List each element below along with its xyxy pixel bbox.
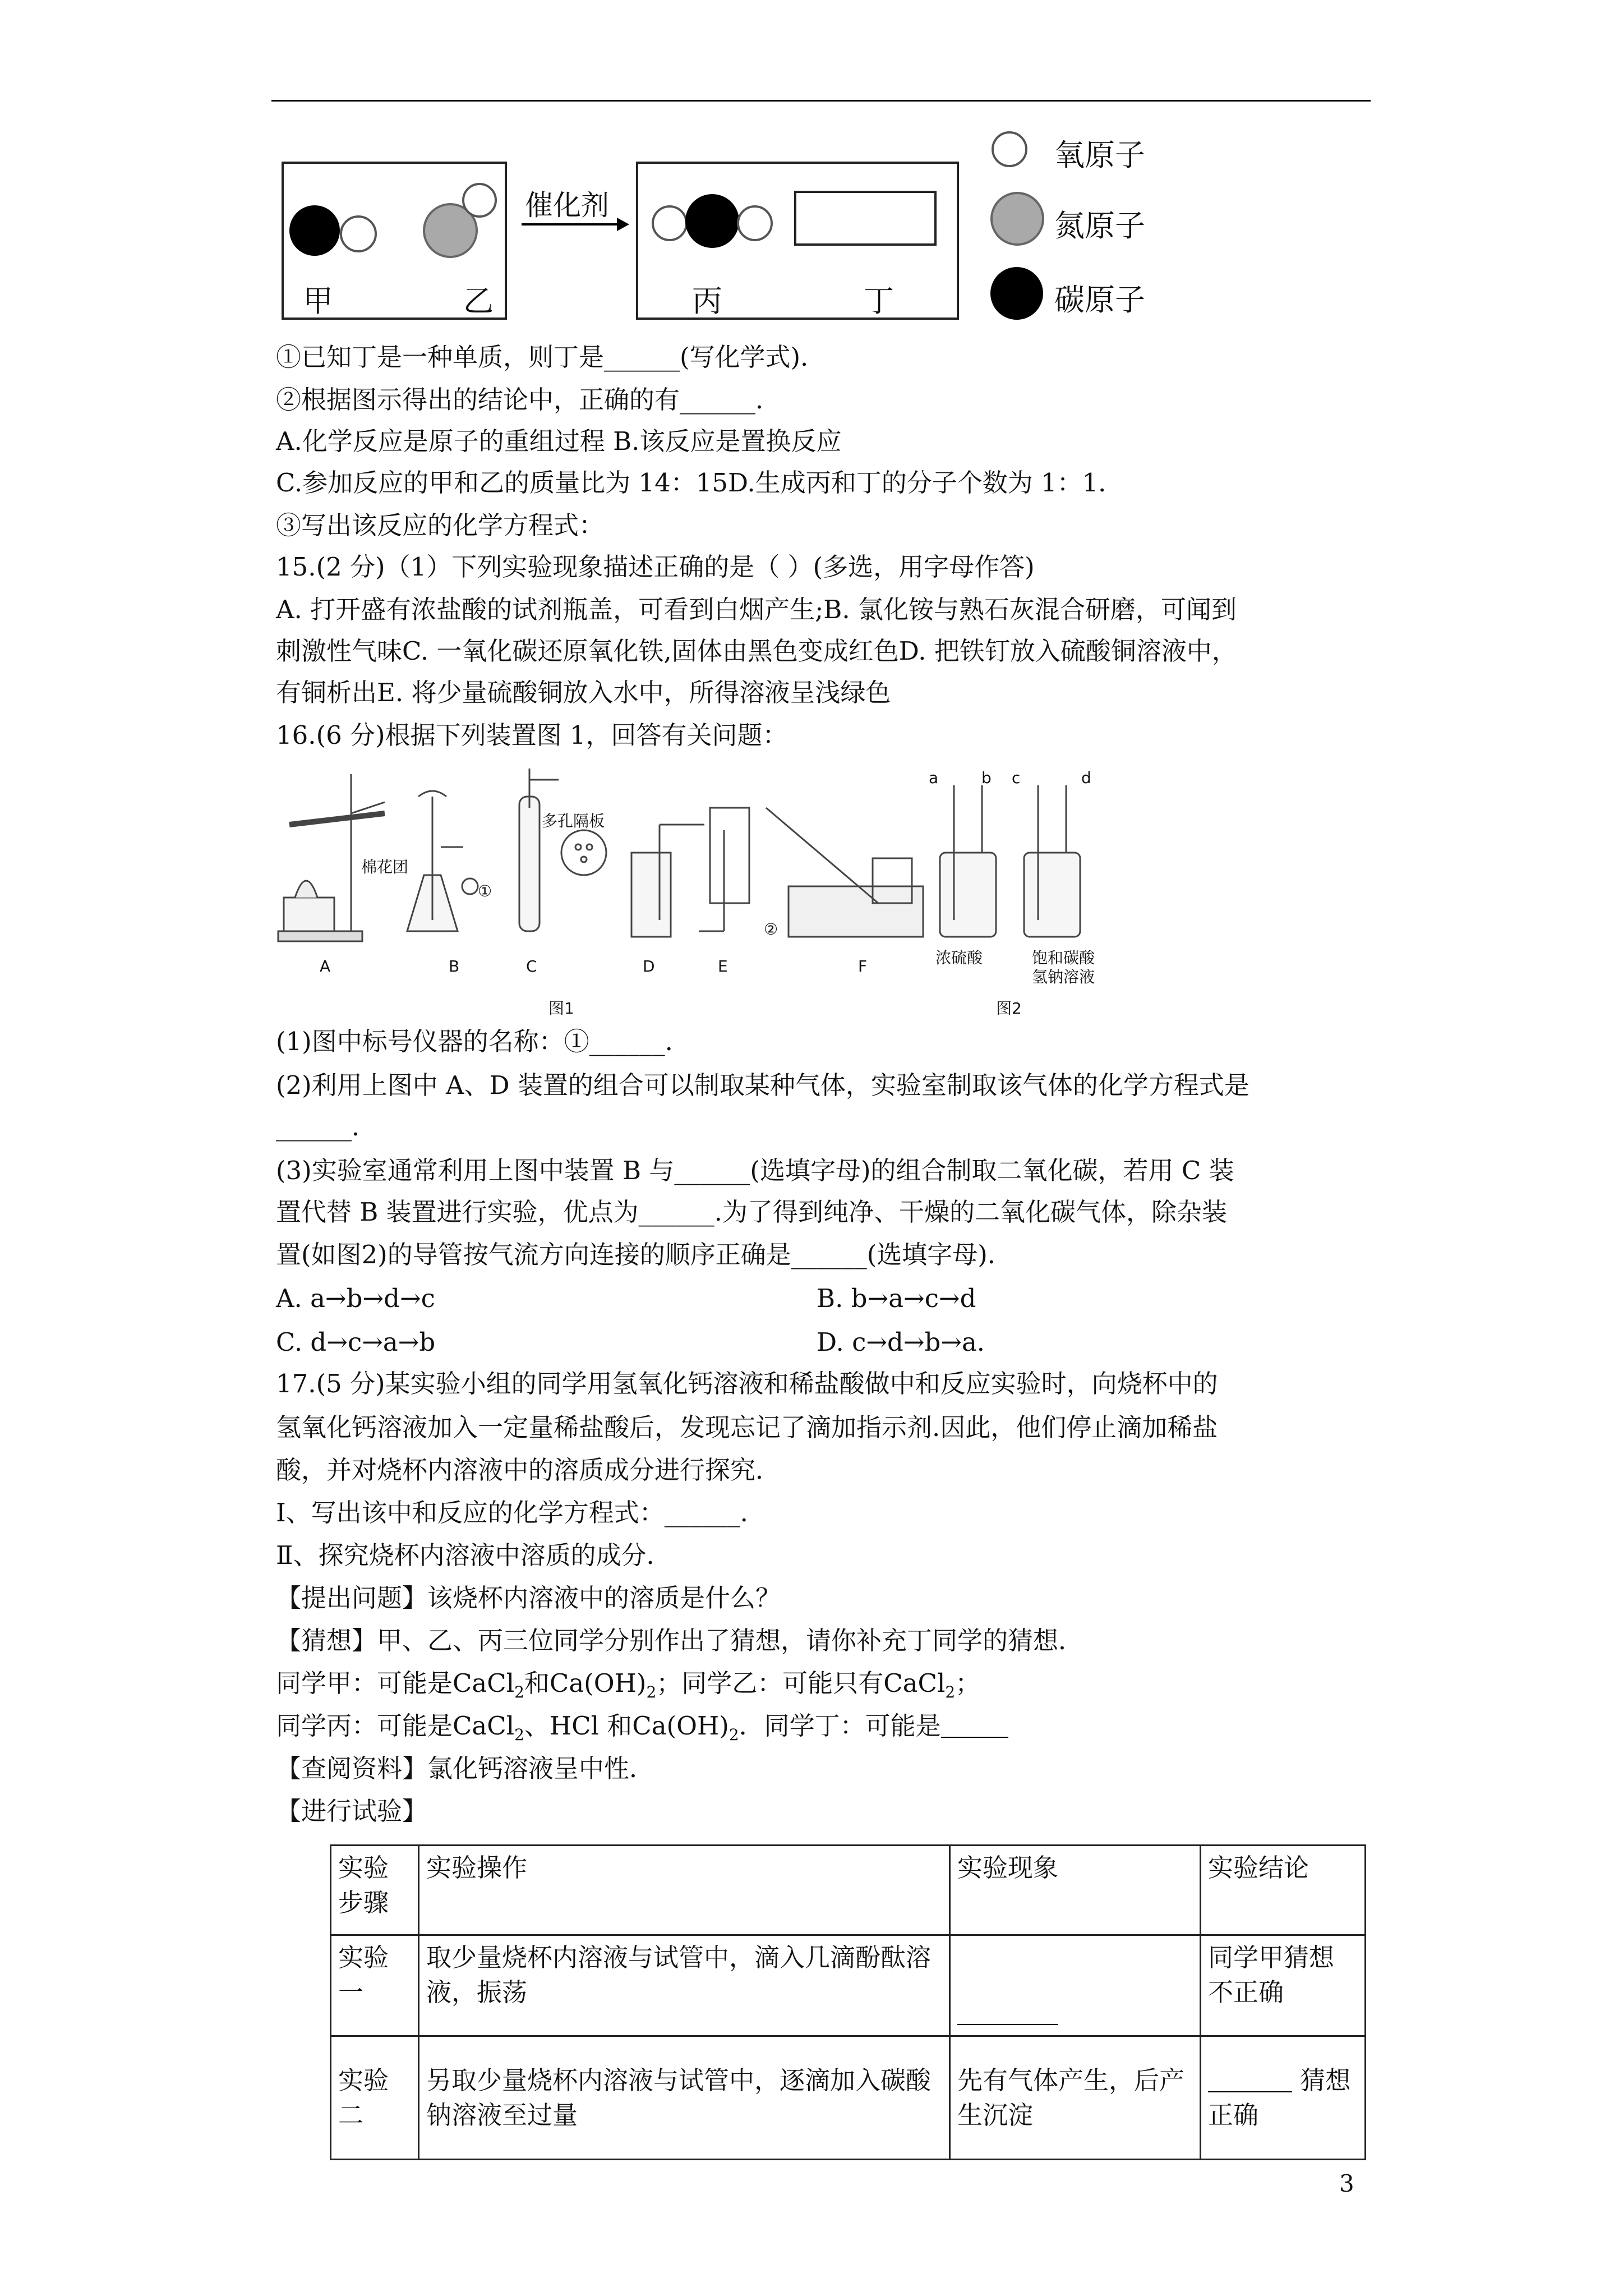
table-cell: 另取少量烧杯内溶液与试管中，逐滴加入碳酸钠溶液至过量 <box>419 2036 950 2160</box>
answer-blank[interactable] <box>941 1711 1008 1738</box>
legend-carbon: 碳原子 <box>1054 282 1145 318</box>
header-cell: 实验现象 <box>950 1846 1201 1935</box>
carbon-atom <box>685 194 739 248</box>
table-cell: 实验二 <box>331 2036 419 2160</box>
q14-line: C.参加反应的甲和乙的质量比为 14：15D.生成丙和丁的分子个数为 1：1． <box>276 468 1124 498</box>
q17-line: 【进行试验】 <box>276 1796 428 1826</box>
fig-B: B <box>449 957 460 976</box>
fig-mark2: ② <box>764 920 778 938</box>
fig-mark1: ① <box>478 882 492 900</box>
subscript-2: 2 <box>728 1726 739 1744</box>
q16-option-c: C. d→c→a→b <box>276 1327 436 1357</box>
table-row <box>331 1935 1366 2036</box>
header-cell: 实验步骤 <box>331 1846 419 1935</box>
q17-line: Ⅱ、探究烧杯内溶液中溶质的成分． <box>276 1540 672 1570</box>
table-cell <box>950 1935 1201 2036</box>
fig-bicarb-2: 氢钠溶液 <box>1032 968 1095 986</box>
q14-line: ③写出该反应的化学方程式： <box>276 510 605 540</box>
q15-line: 15.(2 分)（1）下列实验现象描述正确的是（ ）(多选，用字母作答) <box>276 552 1035 582</box>
q16-line: ______． <box>276 1112 377 1142</box>
answer-blank[interactable] <box>957 1999 1058 2025</box>
guess-yi-end: ； <box>955 1668 981 1698</box>
q17-guess-line <box>276 1709 1008 1752</box>
answer-blank[interactable] <box>1208 2066 1292 2092</box>
header-cell: 实验结论 <box>1201 1846 1366 1935</box>
experiment-table <box>330 1844 1366 2160</box>
fig-bicarb-1: 饱和碳酸 <box>1032 949 1095 967</box>
q17-line: 氢氧化钙溶液加入一定量稀盐酸后，发现忘记了滴加指示剂.因此，他们停止滴加稀盐 <box>276 1412 1218 1442</box>
q17-line: 【查阅资料】氯化钙溶液呈中性． <box>276 1754 655 1783</box>
fig1-caption: 图1 <box>548 999 574 1018</box>
label-ding: 丁 <box>864 283 894 319</box>
guess-jia-2: 和Ca(OH) <box>524 1668 647 1698</box>
fig-E: E <box>718 957 728 976</box>
subscript-2: 2 <box>945 1683 956 1701</box>
fig-D: D <box>643 957 655 976</box>
table-row <box>331 2036 1366 2160</box>
fig-a: a <box>929 769 939 787</box>
q17-guess-line <box>276 1666 980 1710</box>
guess-bing: 同学丙：可能是CaCl <box>276 1711 515 1741</box>
legend-oxygen-icon <box>992 131 1027 167</box>
q16-line: (2)利用上图中 A、D 装置的组合可以制取某种气体，实验室制取该气体的化学方程式是 <box>276 1070 1249 1100</box>
header-cell: 实验操作 <box>419 1846 950 1935</box>
page-number: 3 <box>1339 2170 1354 2197</box>
q15-line: 有铜析出E. 将少量硫酸铜放入水中，所得溶液呈浅绿色 <box>276 678 891 707</box>
label-jia: 甲 <box>303 283 333 319</box>
fig-F: F <box>858 957 868 976</box>
legend-oxygen: 氧原子 <box>1054 137 1145 173</box>
q16-option-a: A. a→b→d→c <box>276 1283 435 1313</box>
oxygen-atom <box>462 183 497 218</box>
fig-conc-acid: 浓硫酸 <box>935 949 983 967</box>
table-cell: 先有气体产生，后产生沉淀 <box>950 2036 1201 2160</box>
header-rule <box>271 100 1371 102</box>
q16-option-d: D. c→d→b→a． <box>817 1327 1002 1357</box>
arrow-head <box>617 218 629 231</box>
answer-box[interactable] <box>794 191 937 246</box>
q16-line: (3)实验室通常利用上图中装置 B 与______(选填字母)的组合制取二氧化碳，若用 C 装 <box>276 1156 1234 1185</box>
legend-nitrogen: 氮原子 <box>1054 208 1145 243</box>
label-yi: 乙 <box>463 283 494 319</box>
fig-C: C <box>526 957 537 976</box>
subscript-2: 2 <box>514 1726 524 1744</box>
carbon-atom <box>289 205 340 256</box>
fig-b: b <box>981 769 992 787</box>
guess-jia: 同学甲：可能是CaCl <box>276 1668 515 1698</box>
fig-c: c <box>1012 769 1021 787</box>
q17-line: 【提出问题】该烧杯内溶液中的溶质是什么？ <box>276 1583 781 1613</box>
fig-d: d <box>1081 769 1091 787</box>
q15-line: 刺激性气味C. 一氧化碳还原氧化铁,固体由黑色变成红色D. 把铁钉放入硫酸铜溶液中， <box>276 636 1237 666</box>
guess-bing-2: 、HCl 和Ca(OH) <box>524 1711 729 1741</box>
fig-cotton-label: 棉花团 <box>361 858 409 876</box>
table-cell: 同学甲猜想不正确 <box>1201 1935 1366 2036</box>
q14-line: ①已知丁是一种单质，则丁是______(写化学式)． <box>276 342 826 372</box>
oxygen-atom <box>652 205 688 241</box>
q14-line: A.化学反应是原子的重组过程 B.该反应是置换反应 <box>276 426 842 456</box>
table-cell: 实验一 <box>331 1935 419 2036</box>
fig2-caption: 图2 <box>996 999 1022 1018</box>
q17-line: 【猜想】甲、乙、丙三位同学分别作出了猜想，请你补充丁同学的猜想． <box>276 1626 1084 1655</box>
q16-line: 置(如图2)的导管按气流方向连接的顺序正确是______(选填字母)． <box>276 1240 1013 1269</box>
q15-line: A. 打开盛有浓盐酸的试剂瓶盖，可看到白烟产生;B. 氯化铵与熟石灰混合研磨，可闻到 <box>276 595 1237 624</box>
q17-line: 酸，并对烧杯内溶液中的溶质成分进行探究． <box>276 1455 781 1485</box>
guess-yi: ；同学乙：可能只有CaCl <box>656 1668 946 1698</box>
q16-option-b: B. b→a→c→d <box>817 1283 976 1313</box>
table-cell: 取少量烧杯内溶液与试管中，滴入几滴酚酞溶液，振荡 <box>419 1935 950 2036</box>
q16-line: 置代替 B 装置进行实验，优点为______.为了得到纯净、干燥的二氧化碳气体，除杂装 <box>276 1197 1227 1227</box>
subscript-2: 2 <box>514 1683 524 1701</box>
q17-line: Ⅰ、写出该中和反应的化学方程式：______． <box>276 1498 766 1527</box>
oxygen-atom <box>340 215 377 252</box>
legend-carbon-icon <box>990 267 1043 320</box>
label-bing: 丙 <box>692 283 722 319</box>
table-cell: 猜想正确 <box>1201 2036 1366 2160</box>
table-header-row <box>331 1846 1366 1935</box>
oxygen-atom <box>737 205 773 241</box>
reaction-arrow <box>522 223 621 226</box>
q16-line: (1)图中标号仪器的名称：①______． <box>276 1027 690 1056</box>
subscript-2: 2 <box>646 1683 657 1701</box>
q14-line: ②根据图示得出的结论中，正确的有______． <box>276 385 781 415</box>
guess-ding: ．同学丁：可能是 <box>739 1711 941 1741</box>
legend-nitrogen-icon <box>990 192 1044 246</box>
fig-A: A <box>320 957 331 976</box>
fig-porous-label: 多孔隔板 <box>542 812 605 830</box>
catalyst-label: 催化剂 <box>525 189 609 222</box>
q16-title: 16.(6 分)根据下列装置图 1，回答有关问题： <box>276 720 788 750</box>
q17-line: 17.(5 分)某实验小组的同学用氢氧化钙溶液和稀盐酸做中和反应实验时，向烧杯中的 <box>276 1369 1218 1398</box>
apparatus-figure <box>273 763 1114 1021</box>
